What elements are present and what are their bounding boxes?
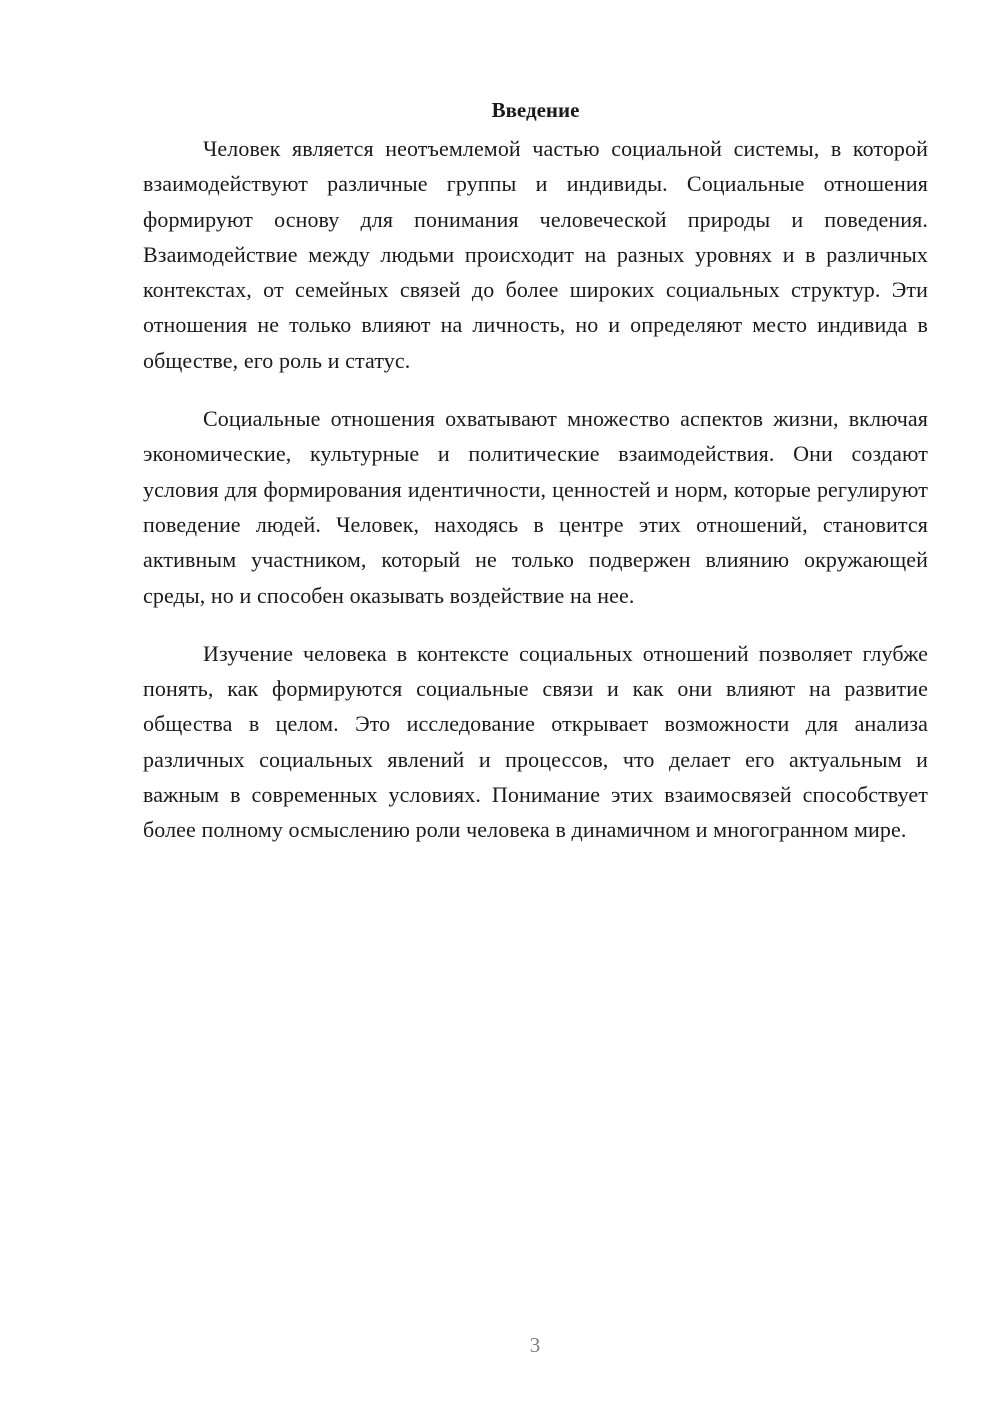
paragraph-2: Социальные отношения охватывают множество аспектов жизни, включая экономические, культурные и политические взаимодействия. Они создают условия для формирования идентичности, ценностей и норм, которые регулируют поведение людей. Человек, находясь в центре этих отношений, становится активным участником, который не только подвержен влиянию окружающей среды, но и способен оказывать воздействие на нее. [143,406,928,608]
page-content [143,95,928,871]
paragraph-1: Человек является неотъемлемой частью социальной системы, в которой взаимодействуют различные группы и индивиды. Социальные отношения формируют основу для понимания человеческой природы и поведения. Взаимодействие между людьми происходит на разных уровнях и в различных контекстах, от семейных связей до более широких социальных структур. Эти отношения не только влияют на личность, но и определяют место индивида в обществе, его роль и статус. [143,136,928,373]
section-title: Введение [491,98,580,122]
page-number: 3 [529,1333,541,1357]
paragraph-3: Изучение человека в контексте социальных отношений позволяет глубже понять, как формируются социальные связи и как они влияют на развитие общества в целом. Это исследование открывает возможности для анализа различных социальных явлений и процессов, что делает его актуальным и важным в современных условиях. Понимание этих взаимосвязей способствует более полному осмыслению роли человека в динамичном и многогранном мире. [143,640,928,843]
